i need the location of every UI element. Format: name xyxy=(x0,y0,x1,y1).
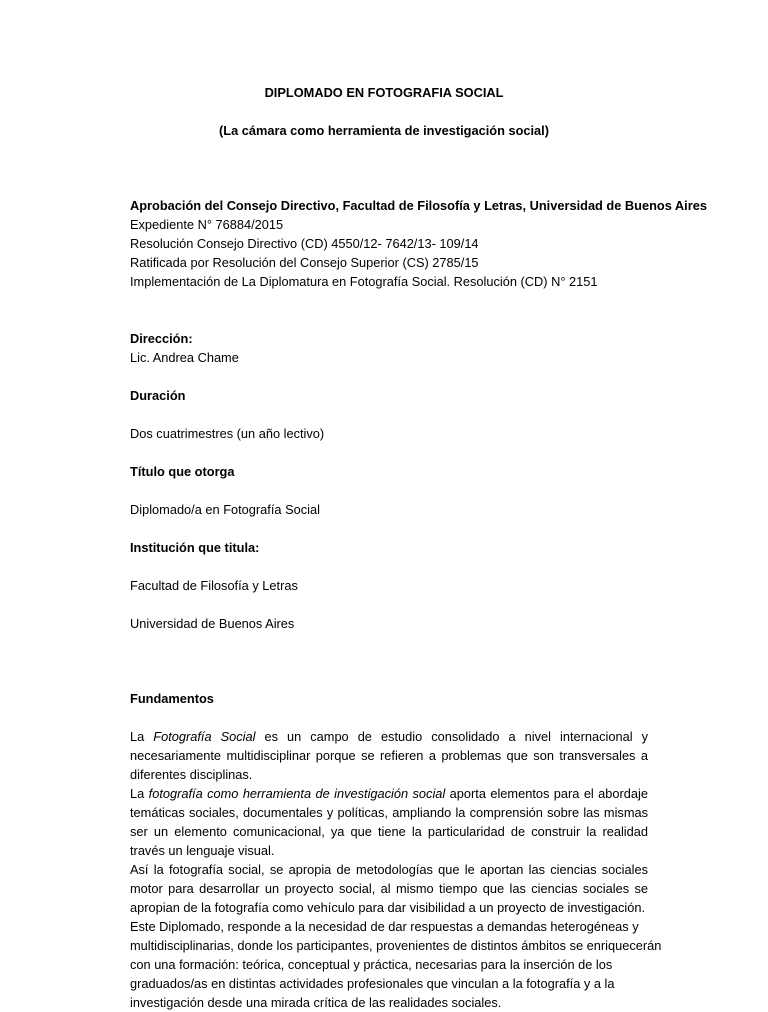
approval-line: Ratificada por Resolución del Consejo Superior (CS) 2785/15 xyxy=(130,255,479,270)
text-line xyxy=(130,727,648,746)
document-subtitle: (La cámara como herramienta de investigación social) xyxy=(219,123,549,138)
text-line: ser un elemento comunicacional, ya que tiene la particularidad de construir la realidad xyxy=(130,824,648,839)
approval-line: Expediente N° 76884/2015 xyxy=(130,217,284,232)
text-line: con una formación: teórica, conceptual y práctica, necesarias para la inserción de los xyxy=(130,957,613,972)
text-line: temáticas sociales, documentales y políticas, ampliando la comprensión sobre las mismas xyxy=(130,805,648,820)
titulo-label: Título que otorga xyxy=(130,464,235,479)
direccion-value: Lic. Andrea Chame xyxy=(130,350,239,365)
text: La xyxy=(130,729,154,744)
text-line: motor para desarrollar un proyecto social, al mismo tiempo que las ciencias sociales se xyxy=(130,881,648,896)
text: es un campo de estudio consolidado a nivel internacional y xyxy=(255,729,648,744)
text-line: investigación desde una mirada crítica de las realidades sociales. xyxy=(130,995,502,1010)
text-line: necesariamente multidisciplinar porque se refieren a problemas que son transversales a xyxy=(130,748,648,763)
italic-text: fotografía como herramienta de investigación social xyxy=(148,786,446,801)
duracion-label: Duración xyxy=(130,388,186,403)
direccion-label: Dirección: xyxy=(130,331,193,346)
text-line xyxy=(130,784,648,803)
document-title: DIPLOMADO EN FOTOGRAFIA SOCIAL xyxy=(264,85,504,100)
italic-text: Fotografía Social xyxy=(153,729,256,744)
text-line: apropian de la fotografía como vehículo para dar visibilidad a un proyecto de investigación. xyxy=(130,900,646,915)
approval-line: Implementación de La Diplomatura en Fotografía Social. Resolución (CD) N° 2151 xyxy=(130,274,598,289)
approval-line: Resolución Consejo Directivo (CD) 4550/12- 7642/13- 109/14 xyxy=(130,236,479,251)
text-line: graduados/as en distintas actividades profesionales que vinculan a la fotografía y a la xyxy=(130,976,615,991)
approval-heading: Aprobación del Consejo Directivo, Facultad de Filosofía y Letras, Universidad de Buenos Aires xyxy=(130,198,707,213)
institucion-value: Universidad de Buenos Aires xyxy=(130,616,295,631)
titulo-value: Diplomado/a en Fotografía Social xyxy=(130,502,320,517)
text: La xyxy=(130,786,149,801)
duracion-value: Dos cuatrimestres (un año lectivo) xyxy=(130,426,325,441)
institucion-label: Institución que titula: xyxy=(130,540,260,555)
text: aporta elementos para el abordaje xyxy=(449,786,648,801)
text-line: Así la fotografía social, se apropia de metodologías que le aportan las ciencias sociales xyxy=(130,862,648,877)
institucion-value: Facultad de Filosofía y Letras xyxy=(130,578,298,593)
fundamentos-heading: Fundamentos xyxy=(130,691,214,706)
text-line: diferentes disciplinas. xyxy=(130,767,253,782)
text-line: multidisciplinarias, donde los participantes, provenientes de distintos ámbitos se enriquecerán xyxy=(130,938,662,953)
text-line: través un lenguaje visual. xyxy=(130,843,275,858)
text-line: Este Diplomado, responde a la necesidad de dar respuestas a demandas heterogéneas y xyxy=(130,919,639,934)
